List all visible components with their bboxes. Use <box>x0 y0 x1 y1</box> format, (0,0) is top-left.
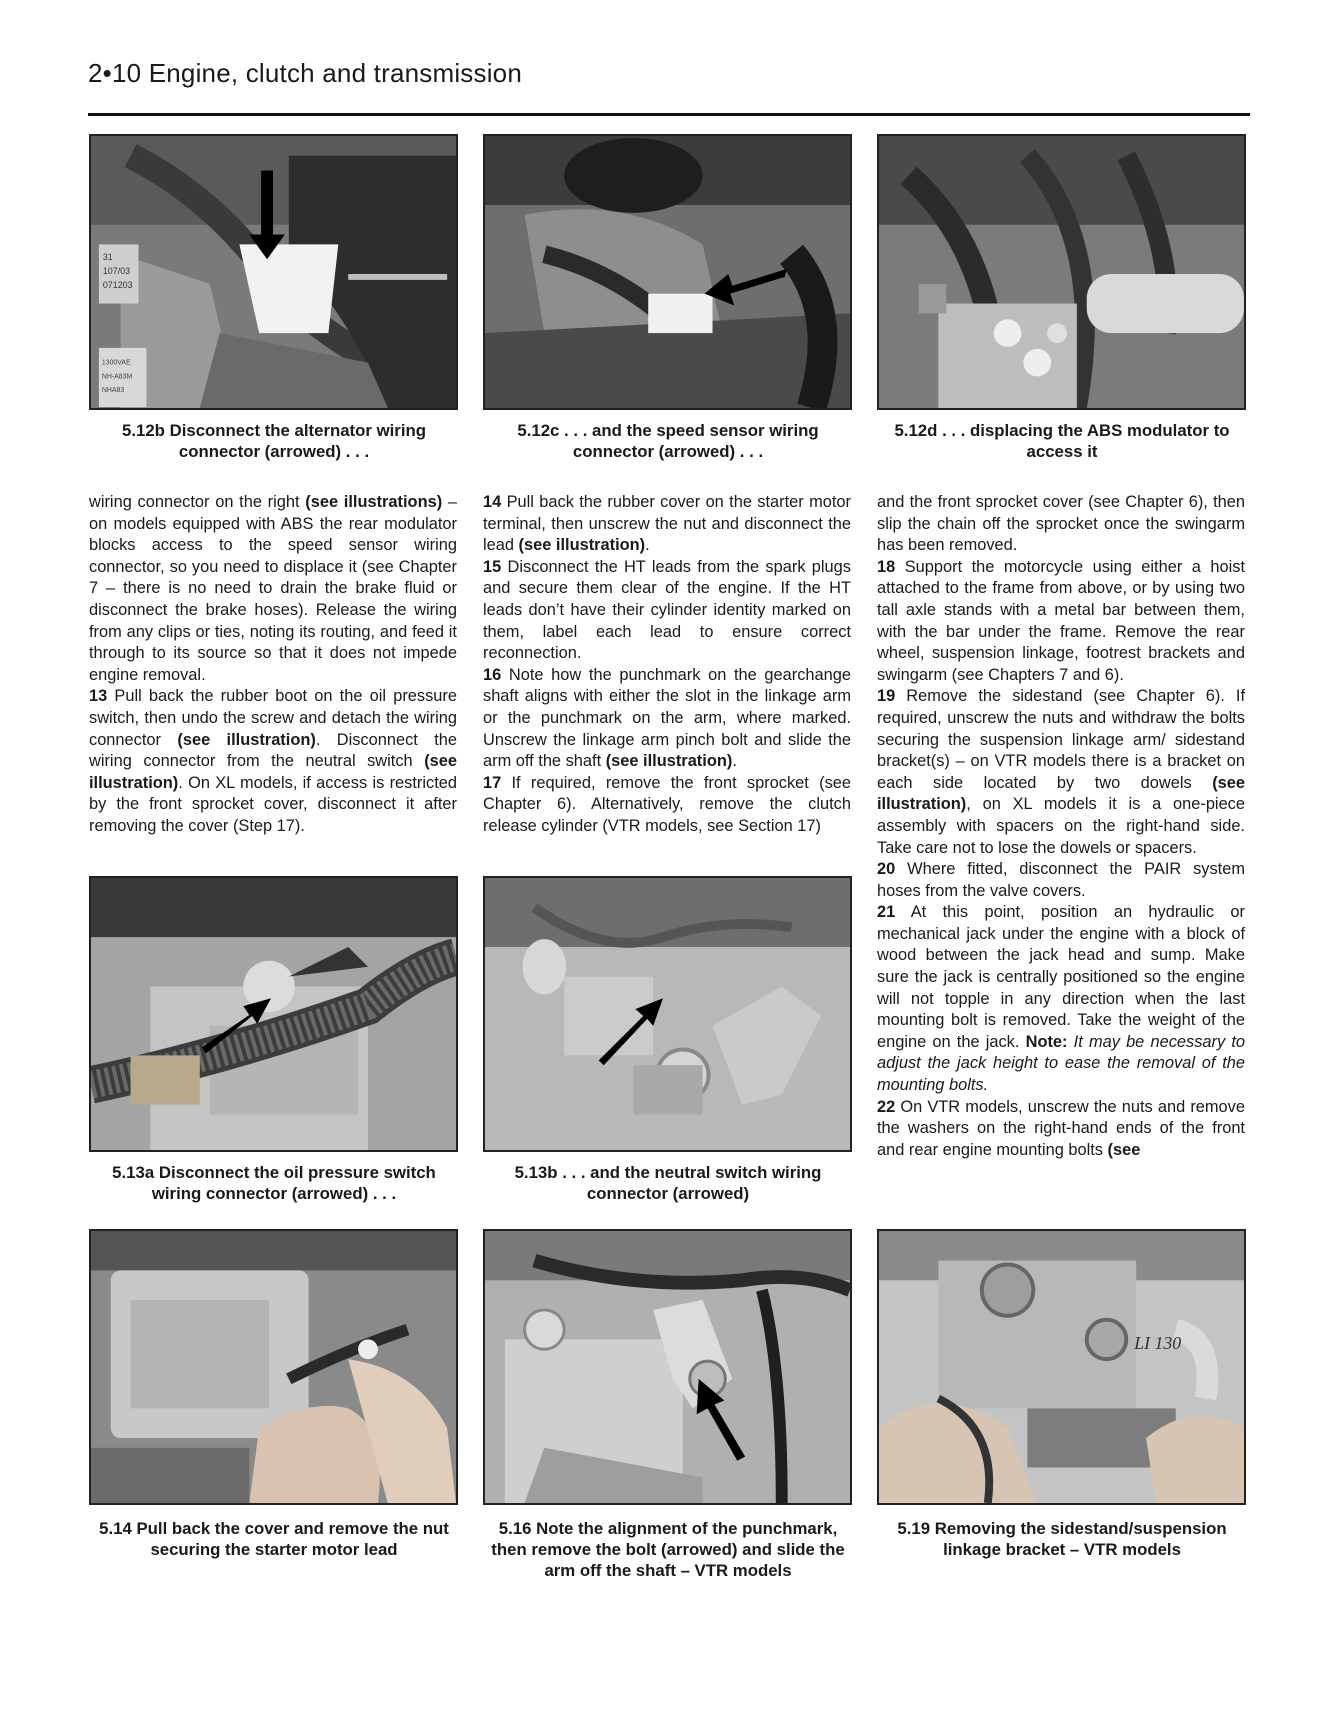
cross-reference: (see illustration) <box>605 752 733 771</box>
cross-reference: (see illustration) <box>89 752 457 792</box>
photo-5-13a <box>89 876 458 1152</box>
paragraph-continuation <box>877 492 1245 557</box>
cross-reference: (see illustration) <box>518 536 646 555</box>
text-run: Note how the punchmark on the gearchange shaft aligns with either the slot in the linkage arm or the punchmark on the arm, where marked. Unscrew the linkage arm pinch bolt and slide the arm off the shaft <box>483 665 851 771</box>
label-text-3: 071203 <box>102 279 133 290</box>
label-text-2: 107/03 <box>102 265 131 276</box>
caption-number: 5.16 <box>498 1519 532 1538</box>
caption-text: Removing the sidestand/suspension linkage bracket – VTR models <box>934 1519 1227 1559</box>
caption-text: Note the alignment of the punchmark, then remove the bolt (arrowed) and slide the arm off the shaft – VTR models <box>491 1519 845 1580</box>
paragraph-step-20 <box>877 859 1245 902</box>
text-column-1 <box>89 492 457 838</box>
note-text: It may be necessary to adjust the jack height to ease the removal of the mounting bolts. <box>877 1032 1246 1095</box>
note-label: Note: <box>1025 1032 1068 1051</box>
text-run: . <box>645 536 650 555</box>
page-header: 2•10 Engine, clutch and transmission <box>88 58 522 88</box>
text-run: Disconnect the HT leads from the spark plugs and secure them clear of the engine. If the HT leads don’t have their cylinder identity marked on them, label each lead to ensure correct reconnection. <box>483 557 851 663</box>
caption-text: Disconnect the oil pressure switch wiring connector (arrowed) . . . <box>151 1163 436 1203</box>
caption-5-13a <box>88 1162 460 1204</box>
step-number: 15 <box>483 557 502 576</box>
caption-text: Disconnect the alternator wiring connector (arrowed) . . . <box>169 421 427 461</box>
text-column-2 <box>483 492 851 838</box>
photo-5-13b <box>483 876 852 1152</box>
text-run: Pull back the rubber cover on the starter motor terminal, then unscrew the nut and disconnect the lead <box>483 493 851 555</box>
caption-number: 5.12b <box>121 421 165 440</box>
photo-5-12c <box>483 134 852 410</box>
paragraph-step-14 <box>483 492 851 557</box>
side-label-3: NHA83 <box>101 387 125 395</box>
cross-reference: (see illustrations) <box>305 493 443 511</box>
caption-number: 5.19 <box>897 1519 931 1538</box>
caption-text: . . . displacing the ABS modulator to access it <box>942 421 1230 461</box>
photo-5-12b <box>89 134 458 410</box>
text-run: . Disconnect the wiring connector from the neutral switch <box>89 730 457 771</box>
text-run: . On XL models, if access is restricted by the front sprocket cover, disconnect it after removing the cover (Step 17). <box>89 773 457 835</box>
side-label-2: NH-A83M <box>101 373 133 381</box>
paragraph-step-16 <box>483 665 851 773</box>
caption-5-14 <box>88 1518 460 1560</box>
caption-number: 5.13a <box>112 1163 155 1182</box>
text-run: Remove the sidestand (see Chapter 6). If required, unscrew the nuts and withdraw the bolts securing the suspension linkage arm/ sidestand bracket(s) – on VTR models there is a bracket on each side located by two dowels <box>877 687 1245 792</box>
text-run: , on XL models it is a one-piece assembly with spacers on the right-hand side. Take care not to lose the dowels or spacers. <box>877 795 1245 857</box>
caption-5-12c <box>482 420 854 462</box>
cross-reference: (see illustration) <box>877 773 1245 814</box>
caption-number: 5.13b <box>514 1163 558 1182</box>
caption-number: 5.12d <box>894 421 938 440</box>
caption-number: 5.12c <box>517 421 560 440</box>
caption-text: . . . and the speed sensor wiring connector (arrowed) . . . <box>564 421 819 461</box>
paragraph-step-19 <box>877 686 1245 859</box>
text-column-3 <box>877 492 1245 1161</box>
step-number: 17 <box>483 773 502 792</box>
text-run: . <box>732 752 737 771</box>
cross-reference: (see <box>1107 1140 1141 1159</box>
step-number: 22 <box>877 1097 896 1116</box>
caption-text: Pull back the cover and remove the nut securing the starter motor lead <box>136 1519 449 1559</box>
paragraph-step-22 <box>877 1097 1245 1162</box>
header-rule <box>88 113 1250 116</box>
label-text-1: 31 <box>102 252 113 263</box>
caption-5-12b <box>88 420 460 462</box>
step-number: 16 <box>483 665 502 684</box>
caption-text: . . . and the neutral switch wiring connector (arrowed) <box>562 1163 822 1203</box>
cross-reference: (see illustration) <box>177 730 316 749</box>
photo-5-12d <box>877 134 1246 410</box>
paragraph-step-21 <box>877 902 1245 1096</box>
step-number: 13 <box>89 687 108 706</box>
side-label-1: 1300VAE <box>101 359 131 367</box>
text-run: At this point, position an hydraulic or mechanical jack under the engine with a block of wood between the jack head and sump. Make sure the jack is centrally positioned so the engine will not topple in any direction when the last mounting bolt is removed. Take the weight of the engine on the jack. <box>877 903 1245 1051</box>
text-run: Support the motorcycle using either a hoist attached to the frame from above, or by using two tall axle stands with a metal bar between them, with the bar under the frame. Remove the rear wheel, suspension linkage, footrest brackets and swingarm (see Chapters 7 and 6). <box>877 557 1245 684</box>
step-number: 21 <box>877 903 896 922</box>
paragraph-step-18 <box>877 557 1245 687</box>
caption-number: 5.14 <box>99 1519 132 1538</box>
paragraph-step-13 <box>89 686 457 837</box>
step-number: 20 <box>877 860 896 879</box>
text-run: Pull back the rubber boot on the oil pressure switch, then undo the screw and detach the wiring connector <box>89 687 457 749</box>
photo-5-19 <box>877 1229 1246 1505</box>
text-run: wiring connector on the right <box>89 493 306 511</box>
paragraph-step-15 <box>483 557 851 665</box>
photo-5-14 <box>89 1229 458 1505</box>
photo-5-16 <box>483 1229 852 1505</box>
text-run: Where fitted, disconnect the PAIR system hoses from the valve covers. <box>877 860 1245 900</box>
paragraph-step-17 <box>483 773 851 838</box>
text-run: – on models equipped with ABS the rear modulator blocks access to the speed sensor wiring connector, so you need to displace it (see Chapter 7 – there is no need to drain the brake fluid or disconnect the brake hoses). Release the wiring from any clips or ties, noting its routing, and feed it through to its source so that it does not impede engine removal. <box>89 493 457 684</box>
step-number: 19 <box>877 687 896 706</box>
paragraph-continuation <box>89 492 457 686</box>
text-run: On VTR models, unscrew the nuts and remove the washers on the right-hand ends of the front and rear engine mounting bolts <box>877 1097 1245 1159</box>
caption-5-13b <box>482 1162 854 1204</box>
handwritten-marking: LI 130 <box>1134 1333 1182 1354</box>
caption-5-19 <box>876 1518 1248 1560</box>
step-number: 18 <box>877 557 896 576</box>
caption-5-12d <box>876 420 1248 462</box>
text-run: and the front sprocket cover (see Chapter 6), then slip the chain off the sprocket once the swingarm has been removed. <box>877 493 1245 555</box>
step-number: 14 <box>483 493 502 511</box>
text-run: If required, remove the front sprocket (see Chapter 6). Alternatively, remove the clutch release cylinder (VTR models, see Section 17) <box>483 773 851 835</box>
caption-5-16 <box>482 1518 854 1581</box>
